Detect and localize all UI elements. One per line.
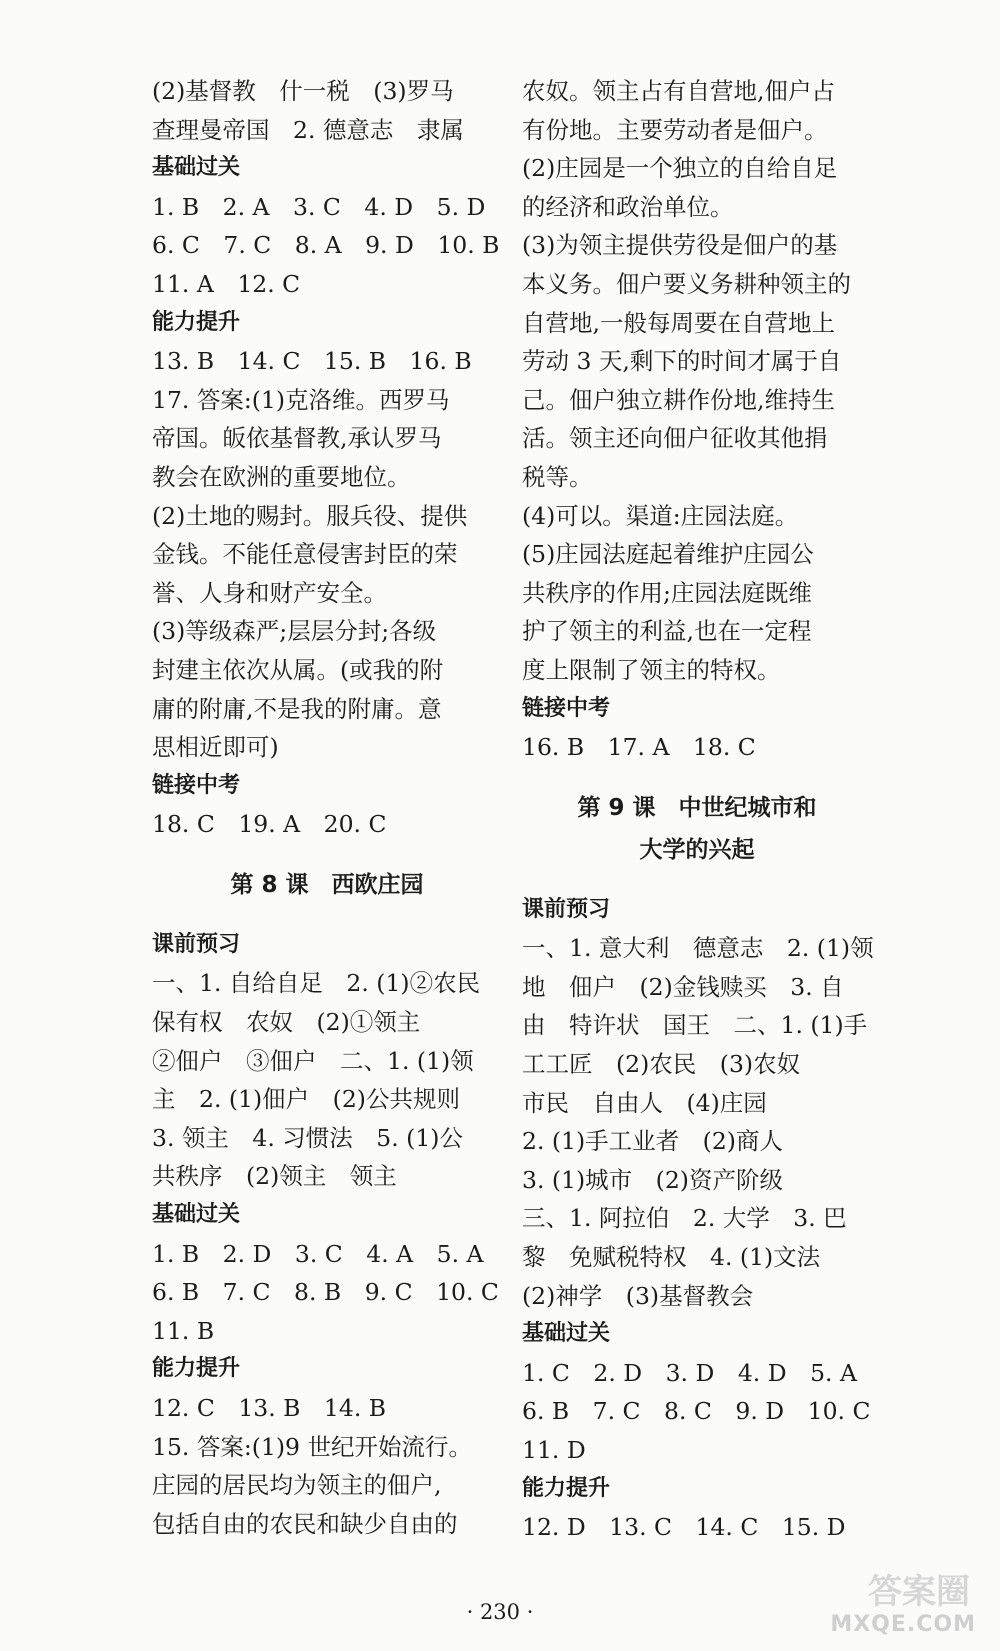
section-heading: 课前预习	[152, 931, 241, 957]
text-line: (3)为领主提供劳役是佃户的基	[522, 231, 838, 260]
text-line: 6. B 7. C 8. C 9. D 10. C	[522, 1397, 871, 1426]
text-line: 共秩序的作用;庄园法庭既维	[522, 578, 812, 607]
text-line: 11. A 12. C	[152, 269, 301, 298]
text-line: 工工匠 (2)农民 (3)农奴	[522, 1050, 801, 1079]
text-line: 金钱。不能任意侵害封臣的荣	[152, 540, 458, 569]
text-line: 1. C 2. D 3. D 4. D 5. A	[522, 1358, 857, 1387]
text-line: 思相近即可)	[152, 733, 279, 762]
text-line: 共秩序 (2)领主 领主	[152, 1162, 397, 1191]
text-line: 一、1. 意大利 德意志 2. (1)领	[522, 934, 874, 963]
text-line: 帝国。皈依基督教,承认罗马	[152, 424, 442, 453]
text-line: (4)可以。渠道:庄园法庭。	[522, 501, 799, 530]
spacer	[522, 871, 872, 891]
text-line: 教会在欧洲的重要地位。	[152, 462, 411, 491]
section-heading: 基础过关	[152, 1202, 241, 1228]
text-line: (2)基督教 什一税 (3)罗马	[152, 77, 454, 105]
text-line: 庄园的居民均为领主的佃户,	[152, 1471, 442, 1500]
section-heading: 链接中考	[152, 772, 241, 798]
left-column	[152, 72, 502, 1543]
text-line: (2)神学 (3)基督教会	[522, 1281, 754, 1310]
text-line: 12. C 13. B 14. B	[152, 1394, 387, 1422]
section-heading: 能力提升	[522, 1475, 611, 1501]
text-line: 封建主依次从属。(或我的附	[152, 655, 444, 684]
text-line: 3. (1)城市 (2)资产阶级	[522, 1165, 783, 1194]
text-line: 包括自由的农民和缺少自由的	[152, 1509, 458, 1538]
text-line: 18. C 19. A 20. C	[152, 810, 387, 839]
right-column	[522, 72, 872, 1547]
section-heading: 能力提升	[152, 309, 241, 335]
watermark	[810, 1572, 990, 1643]
text-line: 本义务。佃户要义务耕种领主的	[522, 269, 851, 298]
lesson-title: 大学的兴起	[639, 836, 755, 863]
text-line: 自营地,一般每周要在自营地上	[522, 308, 835, 337]
text-line: 6. B 7. C 8. B 9. C 10. C	[152, 1278, 499, 1307]
spacer	[152, 906, 502, 926]
text-line: 1. B 2. A 3. C 4. D 5. D	[152, 192, 486, 221]
text-line: 12. D 13. C 14. C 15. D	[522, 1513, 846, 1542]
text-line: 2. (1)手工业者 (2)商人	[522, 1127, 783, 1156]
text-line: 13. B 14. C 15. B 16. B	[152, 347, 472, 376]
text-line: 6. C 7. C 8. A 9. D 10. B	[152, 231, 500, 260]
text-line: 三、1. 阿拉伯 2. 大学 3. 巴	[522, 1204, 847, 1233]
text-line: 誉、人身和财产安全。	[152, 578, 387, 607]
text-line: (3)等级森严;层层分封;各级	[152, 617, 437, 646]
text-line: 地 佃户 (2)金钱赎买 3. 自	[522, 972, 844, 1001]
text-line: ②佃户 ③佃户 二、1. (1)领	[152, 1046, 474, 1075]
text-line: 农奴。领主占有自营地,佃户占	[522, 77, 835, 105]
section-heading: 基础过关	[522, 1321, 611, 1347]
text-line: 主 2. (1)佃户 (2)公共规则	[152, 1085, 460, 1114]
page-number: · 230 ·	[466, 1600, 534, 1624]
text-line: 庸的附庸,不是我的附庸。意	[152, 694, 442, 723]
text-line: 16. B 17. A 18. C	[522, 733, 756, 762]
text-line: 由 特许状 国王 二、1. (1)手	[522, 1011, 868, 1040]
text-line: 11. D	[522, 1436, 586, 1464]
text-line: (2)土地的赐封。服兵役、提供	[152, 501, 468, 530]
text-line: 市民 自由人 (4)庄园	[522, 1088, 767, 1117]
text-line: 的经济和政治单位。	[522, 192, 734, 221]
spacer	[152, 844, 502, 864]
text-line: 一、1. 自给自足 2. (1)②农民	[152, 969, 481, 998]
text-line: 有份地。主要劳动者是佃户。	[522, 115, 828, 144]
text-line: 度上限制了领主的特权。	[522, 655, 781, 684]
text-line: 17. 答案:(1)克洛维。西罗马	[152, 385, 450, 414]
text-line: 税等。	[522, 462, 593, 491]
section-heading: 课前预习	[522, 896, 611, 922]
section-heading: 链接中考	[522, 695, 611, 721]
text-line: 护了领主的利益,也在一定程	[522, 617, 812, 646]
text-line: 1. B 2. D 3. C 4. A 5. A	[152, 1239, 484, 1268]
watermark-site: MXQE.COM	[830, 1612, 976, 1637]
text-line: (2)庄园是一个独立的自给自足	[522, 154, 838, 183]
text-line: 查理曼帝国 2. 德意志 隶属	[152, 115, 464, 144]
lesson-title: 第 9 课 中世纪城市和	[577, 794, 817, 821]
text-line: 3. 领主 4. 习惯法 5. (1)公	[152, 1123, 463, 1152]
spacer	[522, 767, 872, 787]
text-line: 11. B	[152, 1316, 215, 1345]
text-line: 黎 免赋税特权 4. (1)文法	[522, 1243, 821, 1272]
text-line: 保有权 农奴 (2)①领主	[152, 1008, 421, 1037]
watermark-logo: 答案圈	[868, 1572, 970, 1612]
text-line: 15. 答案:(1)9 世纪开始流行。	[152, 1432, 472, 1461]
text-line: 己。佃户独立耕作份地,维持生	[522, 385, 835, 414]
text-line: 活。领主还向佃户征收其他捐	[522, 424, 828, 453]
section-heading: 基础过关	[152, 155, 241, 181]
section-heading: 能力提升	[152, 1356, 241, 1382]
lesson-title: 第 8 课 西欧庄园	[230, 871, 424, 898]
text-line: 劳动 3 天,剩下的时间才属于自	[522, 347, 842, 376]
text-line: (5)庄园法庭起着维护庄园公	[522, 540, 814, 569]
